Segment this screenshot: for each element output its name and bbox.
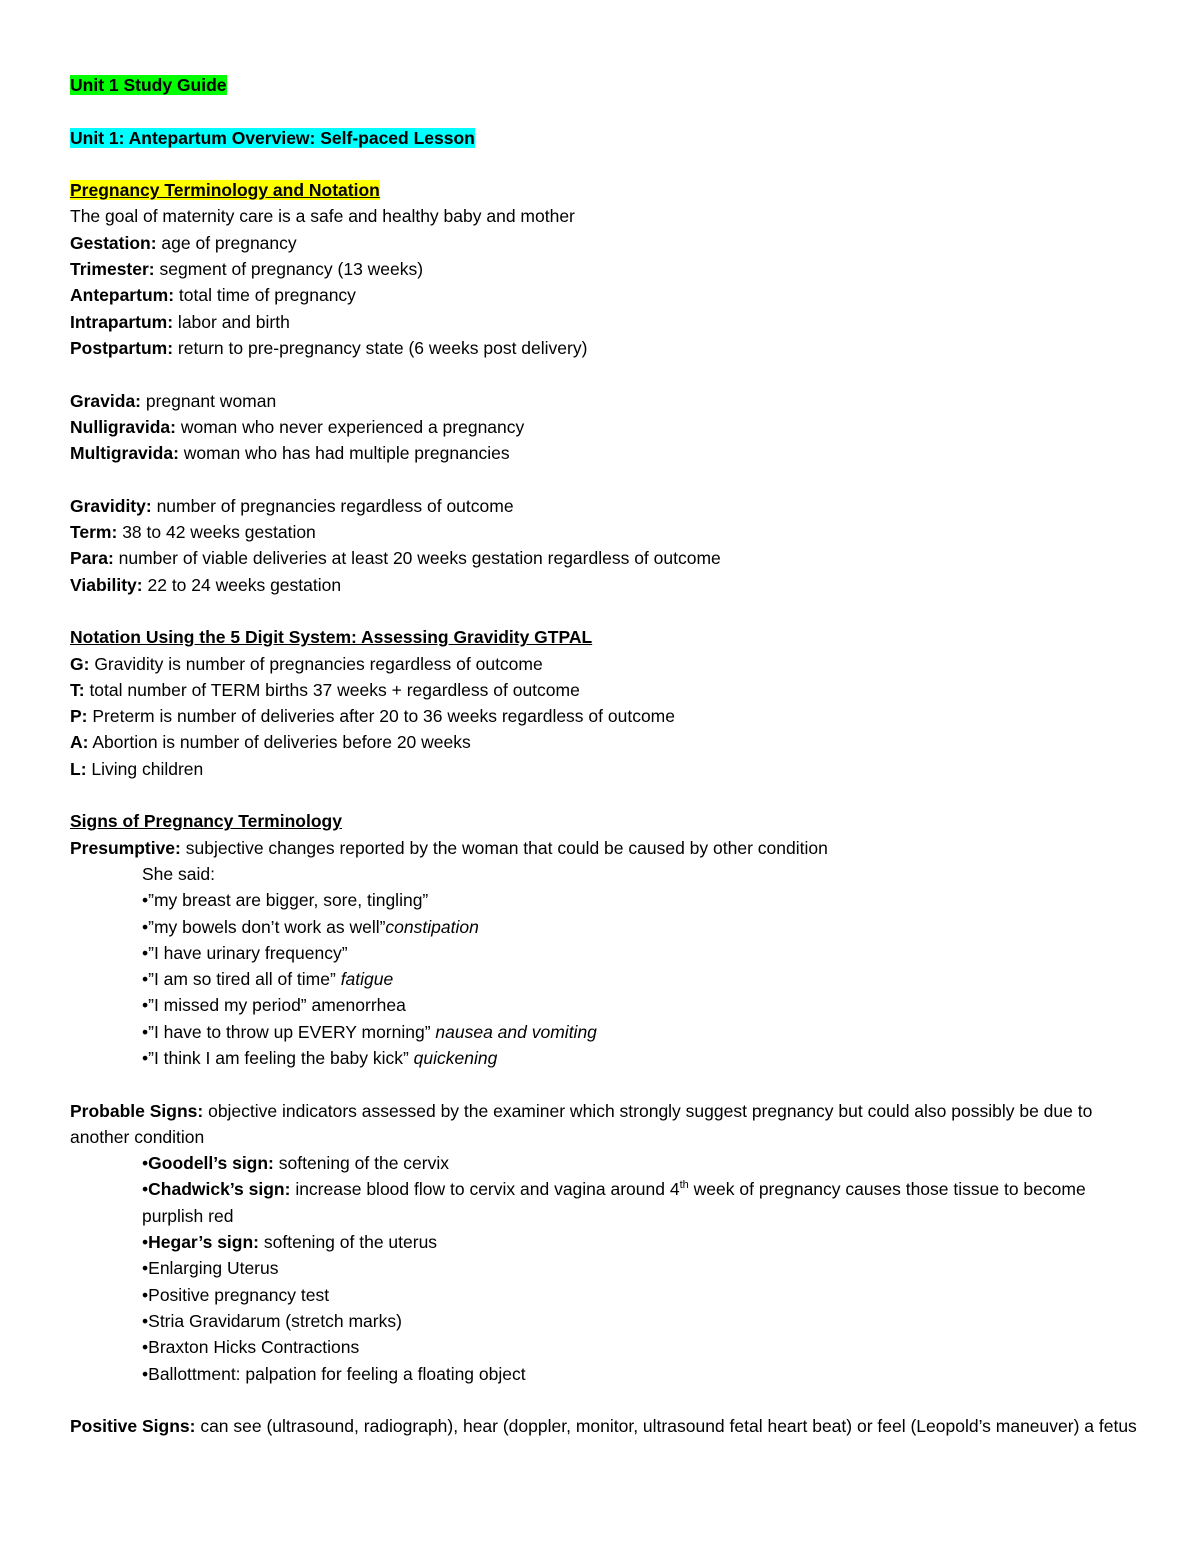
quote-text: •”I think I am feeling the baby kick” [142,1047,414,1068]
gtpal-letter: G: [70,653,90,674]
section-heading-terminology: Pregnancy Terminology and Notation [70,180,380,201]
presumptive-label: Presumptive: [70,837,181,858]
terms-group-a [70,230,1140,361]
sign-definition: softening of the uterus [259,1232,438,1253]
term-definition: labor and birth [173,311,290,332]
term-label: Para: [70,548,114,569]
term-label: Gravida: [70,390,141,411]
bullet: • [142,1363,149,1384]
probable-paragraph [70,1098,1140,1151]
gtpal-letter: T: [70,679,85,700]
positive-definition: can see (ultrasound, radiograph), hear (doppler, monitor, ultrasound fetal heart beat) or feel (Leopold’s maneuver) a fetus [195,1416,1137,1437]
terms-group-c [70,493,1140,598]
bullet: • [142,1179,149,1200]
term-label: Nulligravida: [70,416,176,437]
ordinal-suffix: th [679,1179,689,1192]
quote-item [142,1019,1140,1045]
term-line [70,309,1140,335]
sign-definition: Ballottment: palpation for feeling a floating object [148,1363,526,1384]
quote-text: •”I am so tired all of time” [142,969,341,990]
positive-label: Positive Signs: [70,1416,196,1437]
quote-item [142,914,1140,940]
term-line [70,414,1140,440]
sign-label: Hegar’s sign: [148,1232,260,1253]
term-label: Term: [70,522,118,543]
term-definition: pregnant woman [141,390,277,411]
term-definition: number of viable deliveries at least 20 weeks gestation regardless of outcome [113,548,721,569]
term-line [70,493,1140,519]
title-line [70,72,1140,98]
term-line [70,545,1140,571]
gtpal-definition: Living children [86,758,204,779]
bullet: • [142,1153,149,1174]
term-line [70,282,1140,308]
section-heading-signs: Signs of Pregnancy Terminology [70,811,342,832]
probable-item [142,1308,1140,1334]
term-label: Gestation: [70,232,157,253]
quote-text: •”I have urinary frequency” [142,942,348,963]
gtpal-letter: A: [70,732,89,753]
she-said-label: She said: [142,863,215,884]
quote-note: fatigue [340,969,394,990]
term-definition: 38 to 42 weeks gestation [117,522,316,543]
term-line [70,572,1140,598]
quote-note: quickening [413,1047,498,1068]
quote-text: •”I missed my period” amenorrhea [142,995,406,1016]
section-heading-line [70,177,1140,203]
subtitle-line [70,125,1140,151]
sign-definition: Stria Gravidarum (stretch marks) [148,1310,402,1331]
term-definition: woman who has had multiple pregnancies [178,443,510,464]
sign-definition: Braxton Hicks Contractions [148,1337,360,1358]
gtpal-definition: Preterm is number of deliveries after 20 to 36 weeks regardless of outcome [87,706,675,727]
terms-group-b [70,388,1140,467]
gtpal-item [70,729,1140,755]
gtpal-letter: L: [70,758,87,779]
sign-definition: increase blood flow to cervix and vagina around 4 [290,1179,680,1200]
term-label: Postpartum: [70,337,174,358]
bullet: • [142,1258,149,1279]
section-heading-line [70,808,1140,834]
gtpal-definition: total number of TERM births 37 weeks + regardless of outcome [84,679,580,700]
term-line [70,519,1140,545]
term-label: Multigravida: [70,443,179,464]
quote-text: •”my bowels don’t work as well” [142,916,386,937]
presumptive-line [70,835,1140,861]
bullet: • [142,1284,149,1305]
section-heading-line [70,624,1140,650]
term-definition: 22 to 24 weeks gestation [142,574,342,595]
quote-item [142,940,1140,966]
term-definition: return to pre-pregnancy state (6 weeks post delivery) [173,337,588,358]
term-line [70,256,1140,282]
sign-label: Chadwick’s sign: [148,1179,291,1200]
probable-item [142,1229,1140,1255]
probable-item [142,1255,1140,1281]
term-label: Trimester: [70,259,155,280]
sign-definition: Enlarging Uterus [148,1258,279,1279]
quote-item [142,966,1140,992]
sign-definition-cont: week of pregnancy causes those tissue to become purplish red [142,1179,1086,1226]
quote-item [142,1045,1140,1071]
positive-paragraph [70,1413,1140,1439]
term-label: Intrapartum: [70,311,174,332]
page-title: Unit 1 Study Guide [70,75,227,95]
section-heading-gtpal: Notation Using the 5 Digit System: Assessing Gravidity GTPAL [70,627,593,648]
probable-item [142,1334,1140,1360]
sign-definition: Positive pregnancy test [148,1284,330,1305]
quote-text: •”my breast are bigger, sore, tingling” [142,890,429,911]
term-label: Viability: [70,574,143,595]
gtpal-definition: Gravidity is number of pregnancies regardless of outcome [89,653,543,674]
quote-text: •”I have to throw up EVERY morning” [142,1021,436,1042]
bullet: • [142,1337,149,1358]
term-line [70,335,1140,361]
quote-note: nausea and vomiting [435,1021,597,1042]
term-line [70,388,1140,414]
bullet: • [142,1232,149,1253]
quote-item [142,992,1140,1018]
sign-definition: softening of the cervix [273,1153,449,1174]
probable-definition: objective indicators assessed by the examiner which strongly suggest pregnancy but could also possibly be due to another condition [70,1100,1093,1147]
term-definition: total time of pregnancy [174,285,356,306]
term-line [70,440,1140,466]
probable-label: Probable Signs: [70,1100,204,1121]
probable-item [142,1282,1140,1308]
term-label: Gravidity: [70,495,152,516]
page-subtitle: Unit 1: Antepartum Overview: Self-paced Lesson [70,127,475,148]
quote-note: constipation [385,916,479,937]
gtpal-definition: Abortion is number of deliveries before 20 weeks [88,732,471,753]
presumptive-quotes [70,861,1140,1071]
term-definition: number of pregnancies regardless of outcome [151,495,514,516]
presumptive-definition: subjective changes reported by the woman that could be caused by other condition [180,837,828,858]
gtpal-item [70,703,1140,729]
gtpal-item [70,651,1140,677]
term-label: Antepartum: [70,285,175,306]
bullet: • [142,1310,149,1331]
sign-label: Goodell’s sign: [148,1153,274,1174]
term-definition: age of pregnancy [156,232,297,253]
term-definition: segment of pregnancy (13 weeks) [154,259,424,280]
gtpal-item [70,677,1140,703]
study-guide-page [70,72,1140,1439]
probable-item [142,1150,1140,1176]
probable-item [142,1176,1140,1229]
probable-list [70,1150,1140,1387]
term-line [70,230,1140,256]
term-definition: woman who never experienced a pregnancy [176,416,525,437]
gtpal-list [70,651,1140,782]
quote-item [142,887,1140,913]
gtpal-letter: P: [70,706,88,727]
intro-text: The goal of maternity care is a safe and healthy baby and mother [70,206,575,227]
gtpal-item [70,756,1140,782]
probable-item [142,1361,1140,1387]
